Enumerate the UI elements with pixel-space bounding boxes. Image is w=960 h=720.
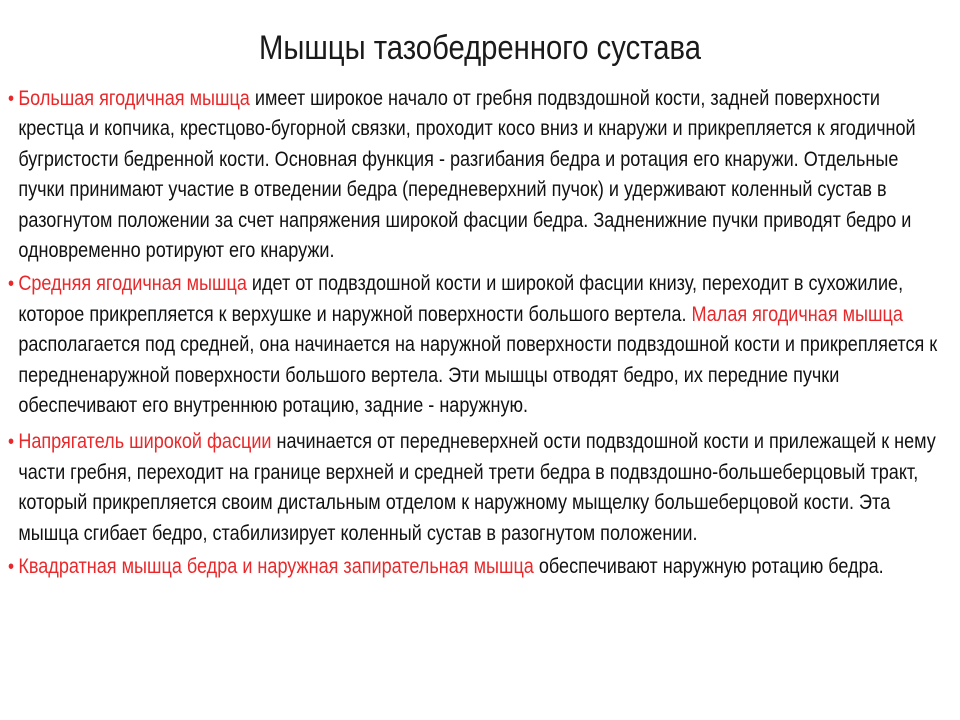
bullet-item-tensor-fasciae-latae: [8, 427, 945, 549]
bullet-item-gluteus-maximus: [8, 84, 945, 266]
bullet-marker-icon: •: [8, 88, 15, 110]
bullet-text: имеет широкое начало от гребня подвздошной кости, задней поверхности крестца и копчика, крестцово-бугорной связки, проходит косо вниз и кнаружи и прикрепляется к ягодичной бугристости бедренной кости. Основная функция - разгибания бедра и ротация его кнаружи. Отдельные пучки принимают участие в отведении бедра (передневерхний пучок) и удерживают коленный сустав в разогнутом положении за счет напряжения широкой фасции бедра. Задненижние пучки приводят бедро и одновременно ротируют его кнаружи.: [18, 87, 916, 263]
bullet-marker-icon: •: [8, 273, 15, 296]
bullet-marker-icon: •: [8, 556, 15, 579]
slide-title: Мышцы тазобедренного сустава: [259, 29, 701, 67]
term-gluteus-medius: Средняя ягодичная мышца: [18, 272, 247, 296]
bullet-item-quadratus-obturator: [8, 552, 945, 582]
bullet-text-continued: располагается под средней, она начинается на наружной поверхности подвздошной кости и прикрепляется к передненаружной поверхности большого вертела. Эти мышцы отводят бедро, их передние пучки обеспечивают его внутреннюю ротацию, задние - наружную.: [18, 333, 938, 418]
term-gluteus-minimus: Малая ягодичная мышца: [691, 302, 903, 326]
bullet-item-gluteus-medius-minimus: [8, 269, 945, 421]
bullet-list: [8, 84, 945, 586]
term-gluteus-maximus: Большая ягодичная мышца: [18, 87, 250, 110]
term-quadratus-obturator: Квадратная мышца бедра и наружная запирательная мышца: [18, 555, 534, 579]
bullet-marker-icon: •: [8, 431, 15, 454]
bullet-text: идет от подвздошной кости и широкой фасции книзу, переходит в сухожилие, которое прикрепляется к верхушке и наружной поверхности большого вертела.: [18, 272, 904, 326]
bullet-text: обеспечивают наружную ротацию бедра.: [533, 555, 884, 579]
bullet-text: начинается от передневерхней ости подвздошной кости и прилежащей к нему части гребня, переходит на границе верхней и средней трети бедра в подвздошно-большеберцовый тракт, который прикрепляется своим дистальным отделом к наружному мыщелку большеберцовой кости. Эта мышца сгибает бедро, стабилизирует коленный сустав в разогнутом положении.: [18, 430, 936, 545]
term-tensor-fasciae-latae: Напрягатель широкой фасции: [18, 430, 272, 454]
